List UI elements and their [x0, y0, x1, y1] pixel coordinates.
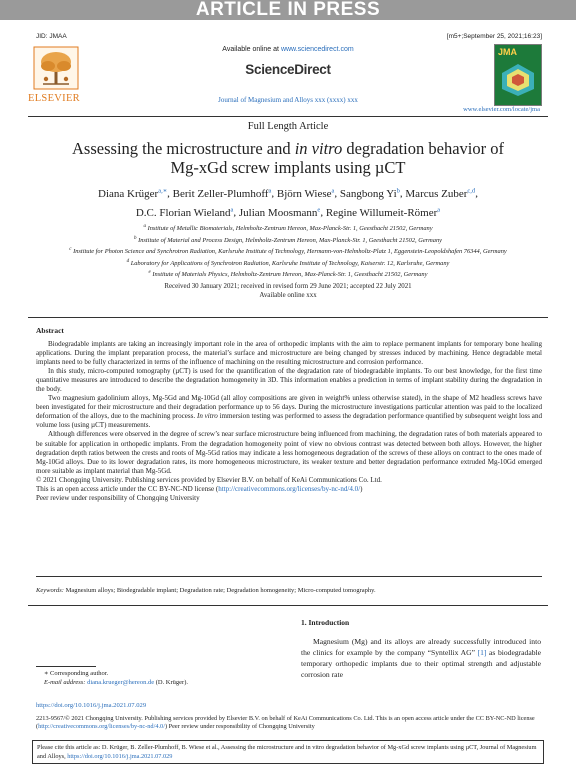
peer-review-note: Peer review under responsibility of Chongqing University	[36, 493, 200, 502]
abstract-license: This is an open access article under the CC BY-NC-ND license (http://creativecommons.org/licenses/by-nc-nd/4.0/)	[36, 484, 363, 493]
affiliations	[20, 222, 556, 280]
reference-link[interactable]: [1]	[477, 648, 487, 658]
header-divider	[28, 116, 548, 117]
keywords-text: Magnesium alloys; Biodegradable implant; Degradation rate; Degradation homogeneity; Micro-computed tomography.	[63, 587, 376, 594]
author[interactable]: Regine Willumeit-Römer$^a$	[325, 206, 441, 219]
author[interactable]: Berit Zeller-Plumhoff$^a$	[172, 187, 272, 200]
keywords-bottom-rule	[28, 605, 548, 606]
author[interactable]: D.C. Florian Wieland$^a$	[135, 206, 234, 219]
sciencedirect-link[interactable]: www.sciencedirect.com	[280, 46, 354, 53]
footer-copyright: 2213-9567/© 2021 Chongqing University. Publishing services provided by Elsevier B.V. on behalf of KeAi Communications Co. Ltd. This is an open access article under the CC BY-NC-ND license (http://creativecommons.org/licenses/by-nc-nd/4.0/) Peer review under responsibility of Chongqing University	[36, 715, 535, 731]
author[interactable]: Diana Krüger$^{a,∗}$	[98, 187, 168, 200]
journal-homepage-link[interactable]: www.elsevier.com/locate/jma	[463, 106, 540, 113]
author-list: Diana Krüger$^{a,∗}$, Berit Zeller-Plumhoff$^a$, Björn Wiese$^a$, Sangbong Yi$^b$, Marcus Zuber$^{c,d}$, D.C. Florian Wieland$^a$, Julian Moosmann$^e$, Regine Willumeit-Römer$^a$	[98, 187, 478, 219]
available-online-line	[0, 46, 576, 53]
title-segment: degradation behavior of	[342, 139, 504, 158]
license-link[interactable]: http://creativecommons.org/licenses/by-nc-nd/4.0/	[218, 484, 361, 493]
article-dates	[0, 282, 576, 300]
elsevier-wordmark: ELSEVIER	[28, 93, 80, 104]
title-segment: Assessing the microstructure and	[72, 139, 295, 158]
journal-citation-link[interactable]: Journal of Magnesium and Alloys xxx (xxxx) xxx	[218, 96, 358, 104]
author[interactable]: Julian Moosmann$^e$	[238, 206, 321, 219]
available-prefix: Available online at	[222, 46, 281, 53]
abstract-copyright: © 2021 Chongqing University. Publishing services provided by Elsevier B.V. on behalf of KeAi Communications Co. Ltd.	[36, 475, 382, 484]
doi-link[interactable]: https://doi.org/10.1016/j.jma.2021.07.029	[36, 702, 147, 709]
affiliation: $^a$ Institute of Metallic Biomaterials, Helmholtz-Zentrum Hereon, Max-Planck-Str. 1, Geesthacht 21502, Germany	[143, 224, 433, 233]
author-email-link[interactable]: diana.krueger@hereon.de	[87, 679, 155, 687]
article-title	[40, 139, 536, 177]
citation-doi-link[interactable]: https://doi.org/10.1016/j.jma.2021.07.029	[67, 753, 173, 761]
introduction-heading: 1. Introduction	[301, 618, 350, 627]
cover-title: JMA	[498, 47, 518, 57]
footer-license-link[interactable]: http://creativecommons.org/licenses/by-nc-nd/4.0/	[38, 723, 165, 731]
title-italic-segment: in vitro	[294, 139, 343, 158]
typeset-meta: [m5+;September 25, 2021;16:23]	[446, 33, 542, 40]
author[interactable]: Marcus Zuber$^{c,d}$	[405, 187, 476, 200]
keywords-top-rule	[36, 576, 542, 577]
author[interactable]: Björn Wiese$^a$	[276, 187, 335, 200]
abstract-body	[36, 340, 542, 503]
keywords	[36, 587, 376, 594]
title-line-2: Mg-xGd screw implants using µCT	[170, 158, 406, 177]
affiliation: $^e$ Institute of Materials Physics, Helmholtz-Zentrum Hereon, Max-Planck-Str. 1, Geesthacht 21502, Germany	[148, 270, 428, 279]
corresponding-author-footnote: ∗ Corresponding author. E-mail address: diana.krueger@hereon.de (D. Krüger).	[44, 670, 189, 687]
citation-box: Please cite this article as: D. Krüger, B. Zeller-Plumhoff, B. Wiese et al., Assessing the microstructure and in vitro degradation behavior of Mg-xGd screw implants using µCT, Journal of Magnesium and Alloys, https://doi.org/10.1016/j.jma.2021.07.029	[32, 740, 544, 764]
article-in-press-banner: ARTICLE IN PRESS	[0, 0, 576, 20]
abstract-paragraph: Biodegradable implants are taking an increasingly important role in the area of orthopedic implants with the aim to replace permanent implants for temporary bone healing applications. During the implant preparation process, the material’s surface and microstructure are being changed by stresses induced by machining. Hence degradable metal implants need to be fully characterized in terms of the influence of machining on the resulting microstructure and corrosion performance.	[36, 340, 542, 367]
available-online: Available online xxx	[259, 292, 317, 300]
abstract-paragraph: Two magnesium gadolinium alloys, Mg-5Gd and Mg-10Gd (all alloy compositions are given in weight% unless otherwise stated), in the shape of M2 headless screws have been investigated for their microstructure and their degradation performance up to 56 days. During the microstructure investigations particular attention was paid to the localized deformation of the alloys, due to the machining process. In vitro immersion testing was performed to assess the degradation performance quantified by subsequent weight loss and volume loss (using µCT) measurements.	[36, 394, 542, 430]
introduction-text: Magnesium (Mg) and its alloys are already successfully introduced into the clinics for example by the company “Syntellix AG” [1] as biodegradable temporary orthopedic implants due to their optimal strength and adjustable corrosion rate	[301, 637, 541, 680]
footnote-rule	[36, 666, 96, 667]
abstract-paragraph: In this study, micro-computed tomography (µCT) is used for the quantification of the degradation rate of biodegradable implants. To our best knowledge, for the first time quantitative measures are introduced to describe the degradation homogeneity in 3D. This information enables a prediction in terms of implant stability during the degradation in the body.	[36, 367, 542, 394]
affiliation: $^b$ Institute of Material and Process Design, Helmholtz-Zentrum Hereon, Max-Planck-Str. 1, Geesthacht 21502, Germany	[133, 235, 443, 244]
abstract-top-rule	[28, 317, 548, 318]
journal-id: JID: JMAA	[36, 33, 67, 40]
journal-cover-thumbnail[interactable]	[494, 44, 542, 106]
affiliation: $^c$ Institute for Photon Science and Synchrotron Radiation, Karlsruhe Institute of Technology, Hermann-von-Helmholtz-Platz 1, Eggenstein-Leopoldshafen 76344, Germany	[69, 247, 507, 256]
cover-graphic-icon	[501, 63, 535, 97]
abstract-paragraph: Although differences were observed in the degree of screw’s near surface microstructure being influenced from machining, the degradation rates of both materials appeared to be suitable for application in orthopedic implants. From the degradation homogeneity point of view no obvious contrast was detected between both alloys. However, the higher degradation depth ratios between the crests and roots of Mg-5Gd ratios may indicate a less homogeneous degradation of the screws of these alloys on contract to the ones made of Mg-10Gd alloys. Due to its lower degradation rates, its more homogeneous microstructure, its weaker texture and better degradation performance extruded Mg-10Gd emerged more suitable as implant material than Mg-5Gd.	[36, 430, 542, 475]
author[interactable]: Sangbong Yi$^b$	[339, 187, 400, 200]
received-accepted: Received 30 January 2021; received in revised form 29 June 2021; accepted 22 July 2021	[164, 283, 412, 290]
keywords-label: Keywords:	[36, 587, 64, 594]
sciencedirect-wordmark: ScienceDirect	[245, 62, 331, 77]
article-type: Full Length Article	[247, 121, 329, 132]
affiliation: $^d$ Laboratory for Applications of Synchrotron Radiation, Karlsruhe Institute of Technology, Kaiserstr. 12, Karlsruhe, Germany	[126, 258, 450, 267]
abstract-heading: Abstract	[36, 326, 64, 335]
